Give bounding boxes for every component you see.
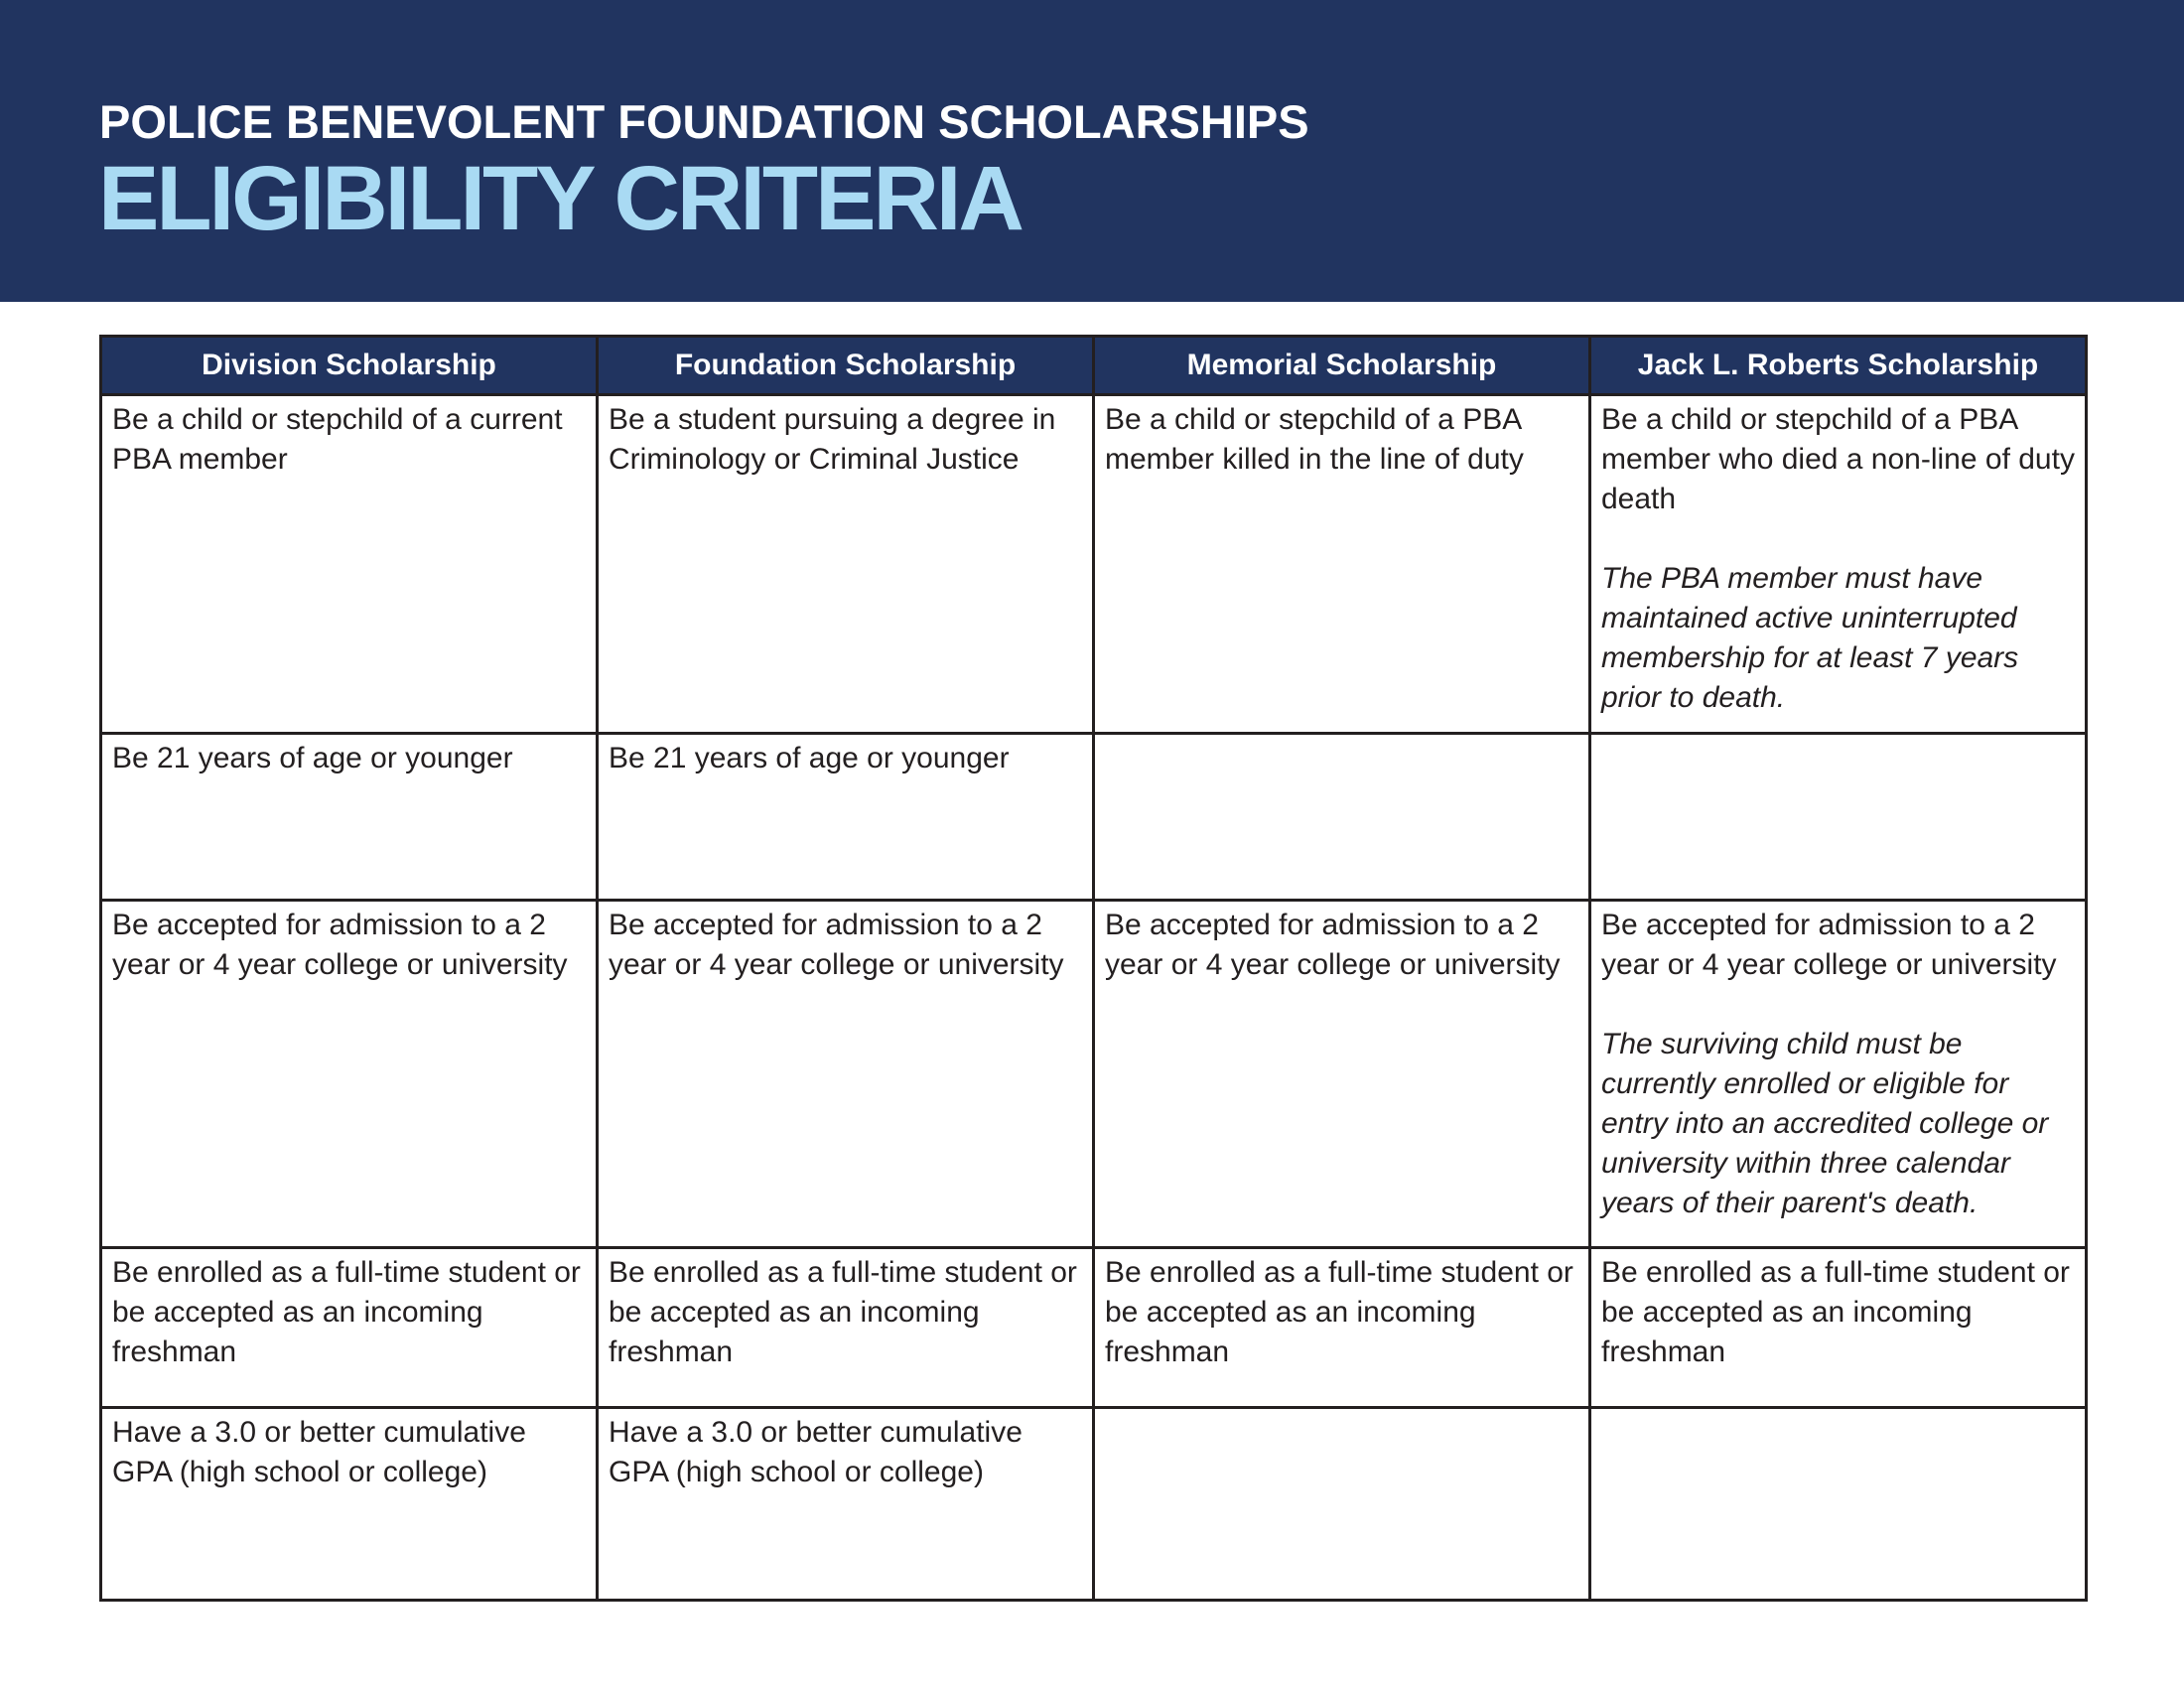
criterion-text: Be accepted for admission to a 2 year or 4 year college or university	[1105, 909, 1561, 981]
table-cell-empty	[1094, 1408, 1590, 1601]
criterion-text: Be a child or stepchild of a PBA member who died a non-line of duty death	[1601, 403, 2075, 515]
column-header-jack-roberts: Jack L. Roberts Scholarship	[1590, 337, 2087, 395]
criterion-text: Be 21 years of age or younger	[609, 742, 1010, 774]
criterion-text: Be enrolled as a full-time student or be accepted as an incoming freshman	[609, 1256, 1077, 1368]
table-header-row	[101, 337, 2087, 395]
table-cell	[101, 395, 598, 734]
table-cell	[101, 734, 598, 901]
table-cell	[101, 1408, 598, 1601]
table-row	[101, 1408, 2087, 1601]
table-cell	[598, 1248, 1094, 1408]
column-header-memorial: Memorial Scholarship	[1094, 337, 1590, 395]
criterion-text: Be accepted for admission to a 2 year or 4 year college or university	[1601, 909, 2057, 981]
criterion-text: Be a child or stepchild of a PBA member killed in the line of duty	[1105, 403, 1524, 476]
criterion-text: Be 21 years of age or younger	[112, 742, 513, 774]
criterion-text: Be accepted for admission to a 2 year or 4 year college or university	[609, 909, 1064, 981]
table-row	[101, 395, 2087, 734]
table-cell	[1590, 395, 2087, 734]
table-row	[101, 1248, 2087, 1408]
column-header-foundation: Foundation Scholarship	[598, 337, 1094, 395]
document-subtitle: POLICE BENEVOLENT FOUNDATION SCHOLARSHIPS	[99, 95, 1309, 148]
column-header-division: Division Scholarship	[101, 337, 598, 395]
criterion-text: Be enrolled as a full-time student or be accepted as an incoming freshman	[1601, 1256, 2070, 1368]
criterion-text: Be enrolled as a full-time student or be accepted as an incoming freshman	[1105, 1256, 1573, 1368]
table-cell-empty	[1590, 1408, 2087, 1601]
table-cell	[598, 734, 1094, 901]
criterion-text: Have a 3.0 or better cumulative GPA (high school or college)	[112, 1416, 526, 1488]
eligibility-table-container	[99, 335, 2085, 1602]
criterion-text: Be accepted for admission to a 2 year or 4 year college or university	[112, 909, 568, 981]
criterion-text: Be a student pursuing a degree in Criminology or Criminal Justice	[609, 403, 1056, 476]
table-cell	[598, 1408, 1094, 1601]
table-cell	[598, 901, 1094, 1248]
criterion-note: The surviving child must be currently enrolled or eligible for entry into an accredited college or university within three calendar years of their parent's death.	[1601, 1028, 2049, 1219]
table-row	[101, 734, 2087, 901]
table-cell	[101, 901, 598, 1248]
table-row	[101, 901, 2087, 1248]
document-title: ELIGIBILITY CRITERIA	[98, 148, 1022, 249]
eligibility-table	[99, 335, 2088, 1602]
table-cell	[101, 1248, 598, 1408]
table-cell	[1590, 1248, 2087, 1408]
table-cell	[1094, 395, 1590, 734]
table-cell-empty	[1094, 734, 1590, 901]
table-cell-empty	[1590, 734, 2087, 901]
table-cell	[598, 395, 1094, 734]
criterion-text: Be enrolled as a full-time student or be accepted as an incoming freshman	[112, 1256, 581, 1368]
table-cell	[1590, 901, 2087, 1248]
criterion-note: The PBA member must have maintained active uninterrupted membership for at least 7 years prior to death.	[1601, 562, 2019, 714]
criterion-text: Have a 3.0 or better cumulative GPA (high school or college)	[609, 1416, 1023, 1488]
table-cell	[1094, 901, 1590, 1248]
criterion-text: Be a child or stepchild of a current PBA member	[112, 403, 563, 476]
table-cell	[1094, 1248, 1590, 1408]
